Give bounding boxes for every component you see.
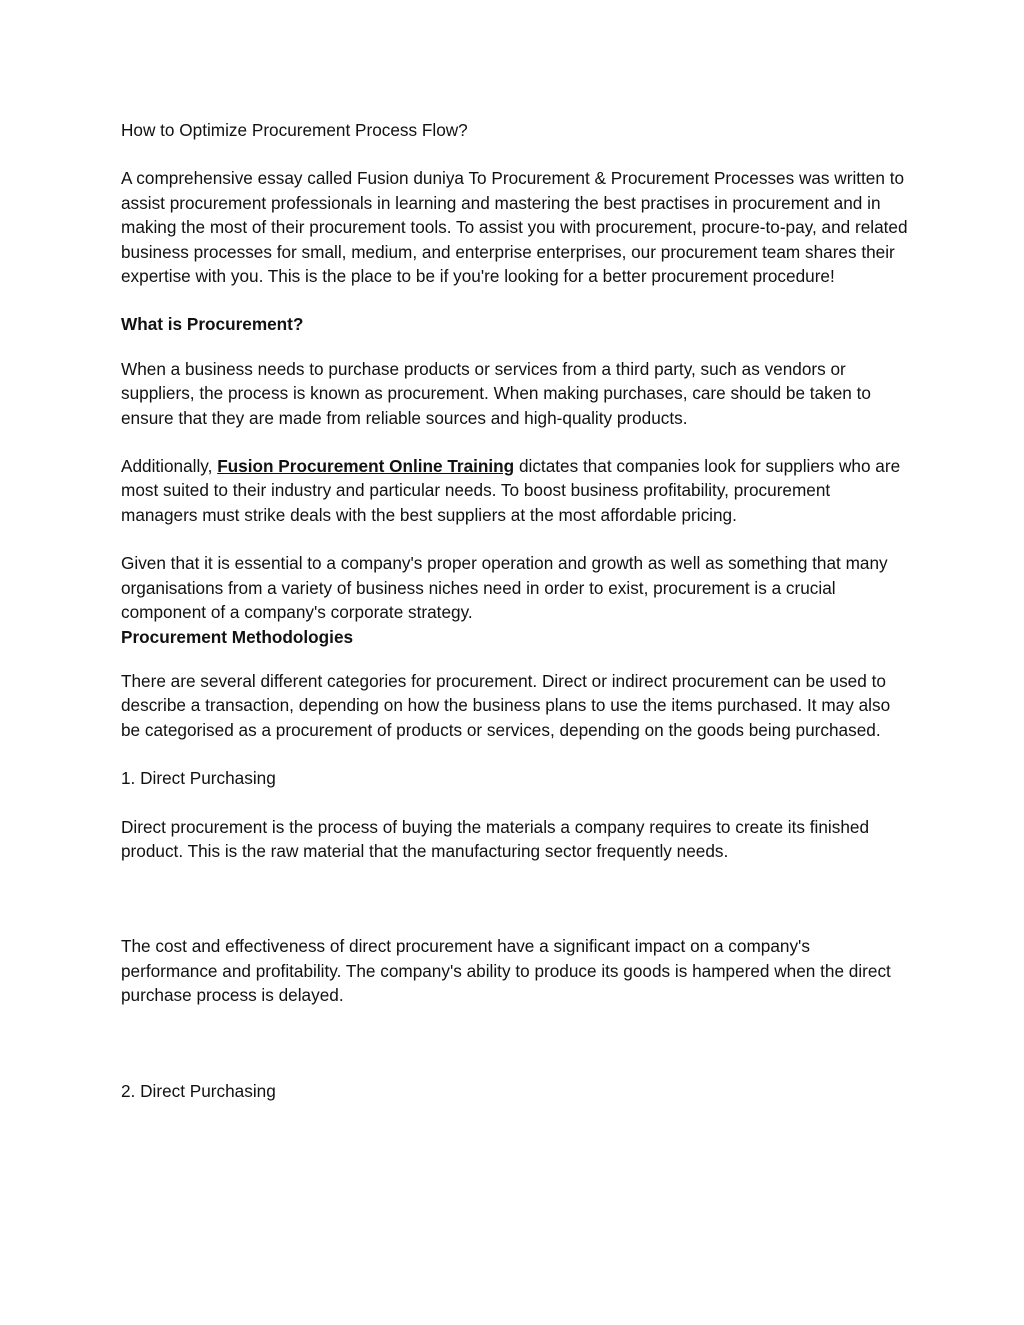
what-is-procurement-paragraph: When a business needs to purchase products or services from a third party, such as vendors or suppliers, the process is known as procurement. When making purchases, care should be taken to ensure that they are made from reliable sources and high-quality products.: [121, 358, 871, 428]
fusion-procurement-training-link[interactable]: Fusion Procurement Online Training: [217, 456, 515, 477]
methodologies-paragraph: There are several different categories for procurement. Direct or indirect procurement can be used to describe a transaction, depending on how the business plans to use the items purchased. It may also be categorised as a procurement of products or services, depending on the goods being purchased.: [121, 670, 891, 740]
blank-gap-2: [121, 1008, 911, 1079]
direct-procurement-paragraph: Direct procurement is the process of buying the materials a company requires to create its finished product. This is the raw material that the manufacturing sector frequently needs.: [121, 816, 870, 861]
blank-gap: [121, 863, 911, 934]
cost-effectiveness-paragraph: The cost and effectiveness of direct procurement have a significant impact on a company's performance and profitability. The company's ability to produce its goods is hampered when the direct purchase process is delayed.: [121, 936, 891, 1006]
document-title: How to Optimize Procurement Process Flow?: [121, 120, 468, 140]
intro-paragraph: A comprehensive essay called Fusion duniya To Procurement & Procurement Processes was written to assist procurement professionals in learning and mastering the best practises in procurement and in making the most of their procurement tools. To assist you with procurement, procure-to-pay, and related business processes for small, medium, and enterprise enterprises, our procurement team shares their expertise with you. This is the place to be if you're looking for a better procurement procedure!: [121, 168, 908, 287]
given-paragraph: Given that it is essential to a company's proper operation and growth as well as something that many organisations from a variety of business niches need in order to exist, procurement is a crucial component of a company's corporate strategy.: [121, 553, 888, 623]
additionally-paragraph: [121, 454, 911, 527]
additionally-prefix: Additionally,: [121, 456, 218, 477]
heading-what-is-procurement: What is Procurement?: [121, 314, 304, 335]
heading-procurement-methodologies: Procurement Methodologies: [121, 626, 354, 647]
additionally-suffix: dictates that companies look for suppliers who are most suited to their industry and particular needs. To boost business profitability, procurement managers must strike deals with the best suppliers at the most affordable pricing.: [121, 456, 901, 525]
document-body: [121, 118, 911, 1103]
list-item-direct-purchasing-1: 1. Direct Purchasing: [121, 768, 276, 789]
list-item-direct-purchasing-2: 2. Direct Purchasing: [121, 1080, 276, 1101]
